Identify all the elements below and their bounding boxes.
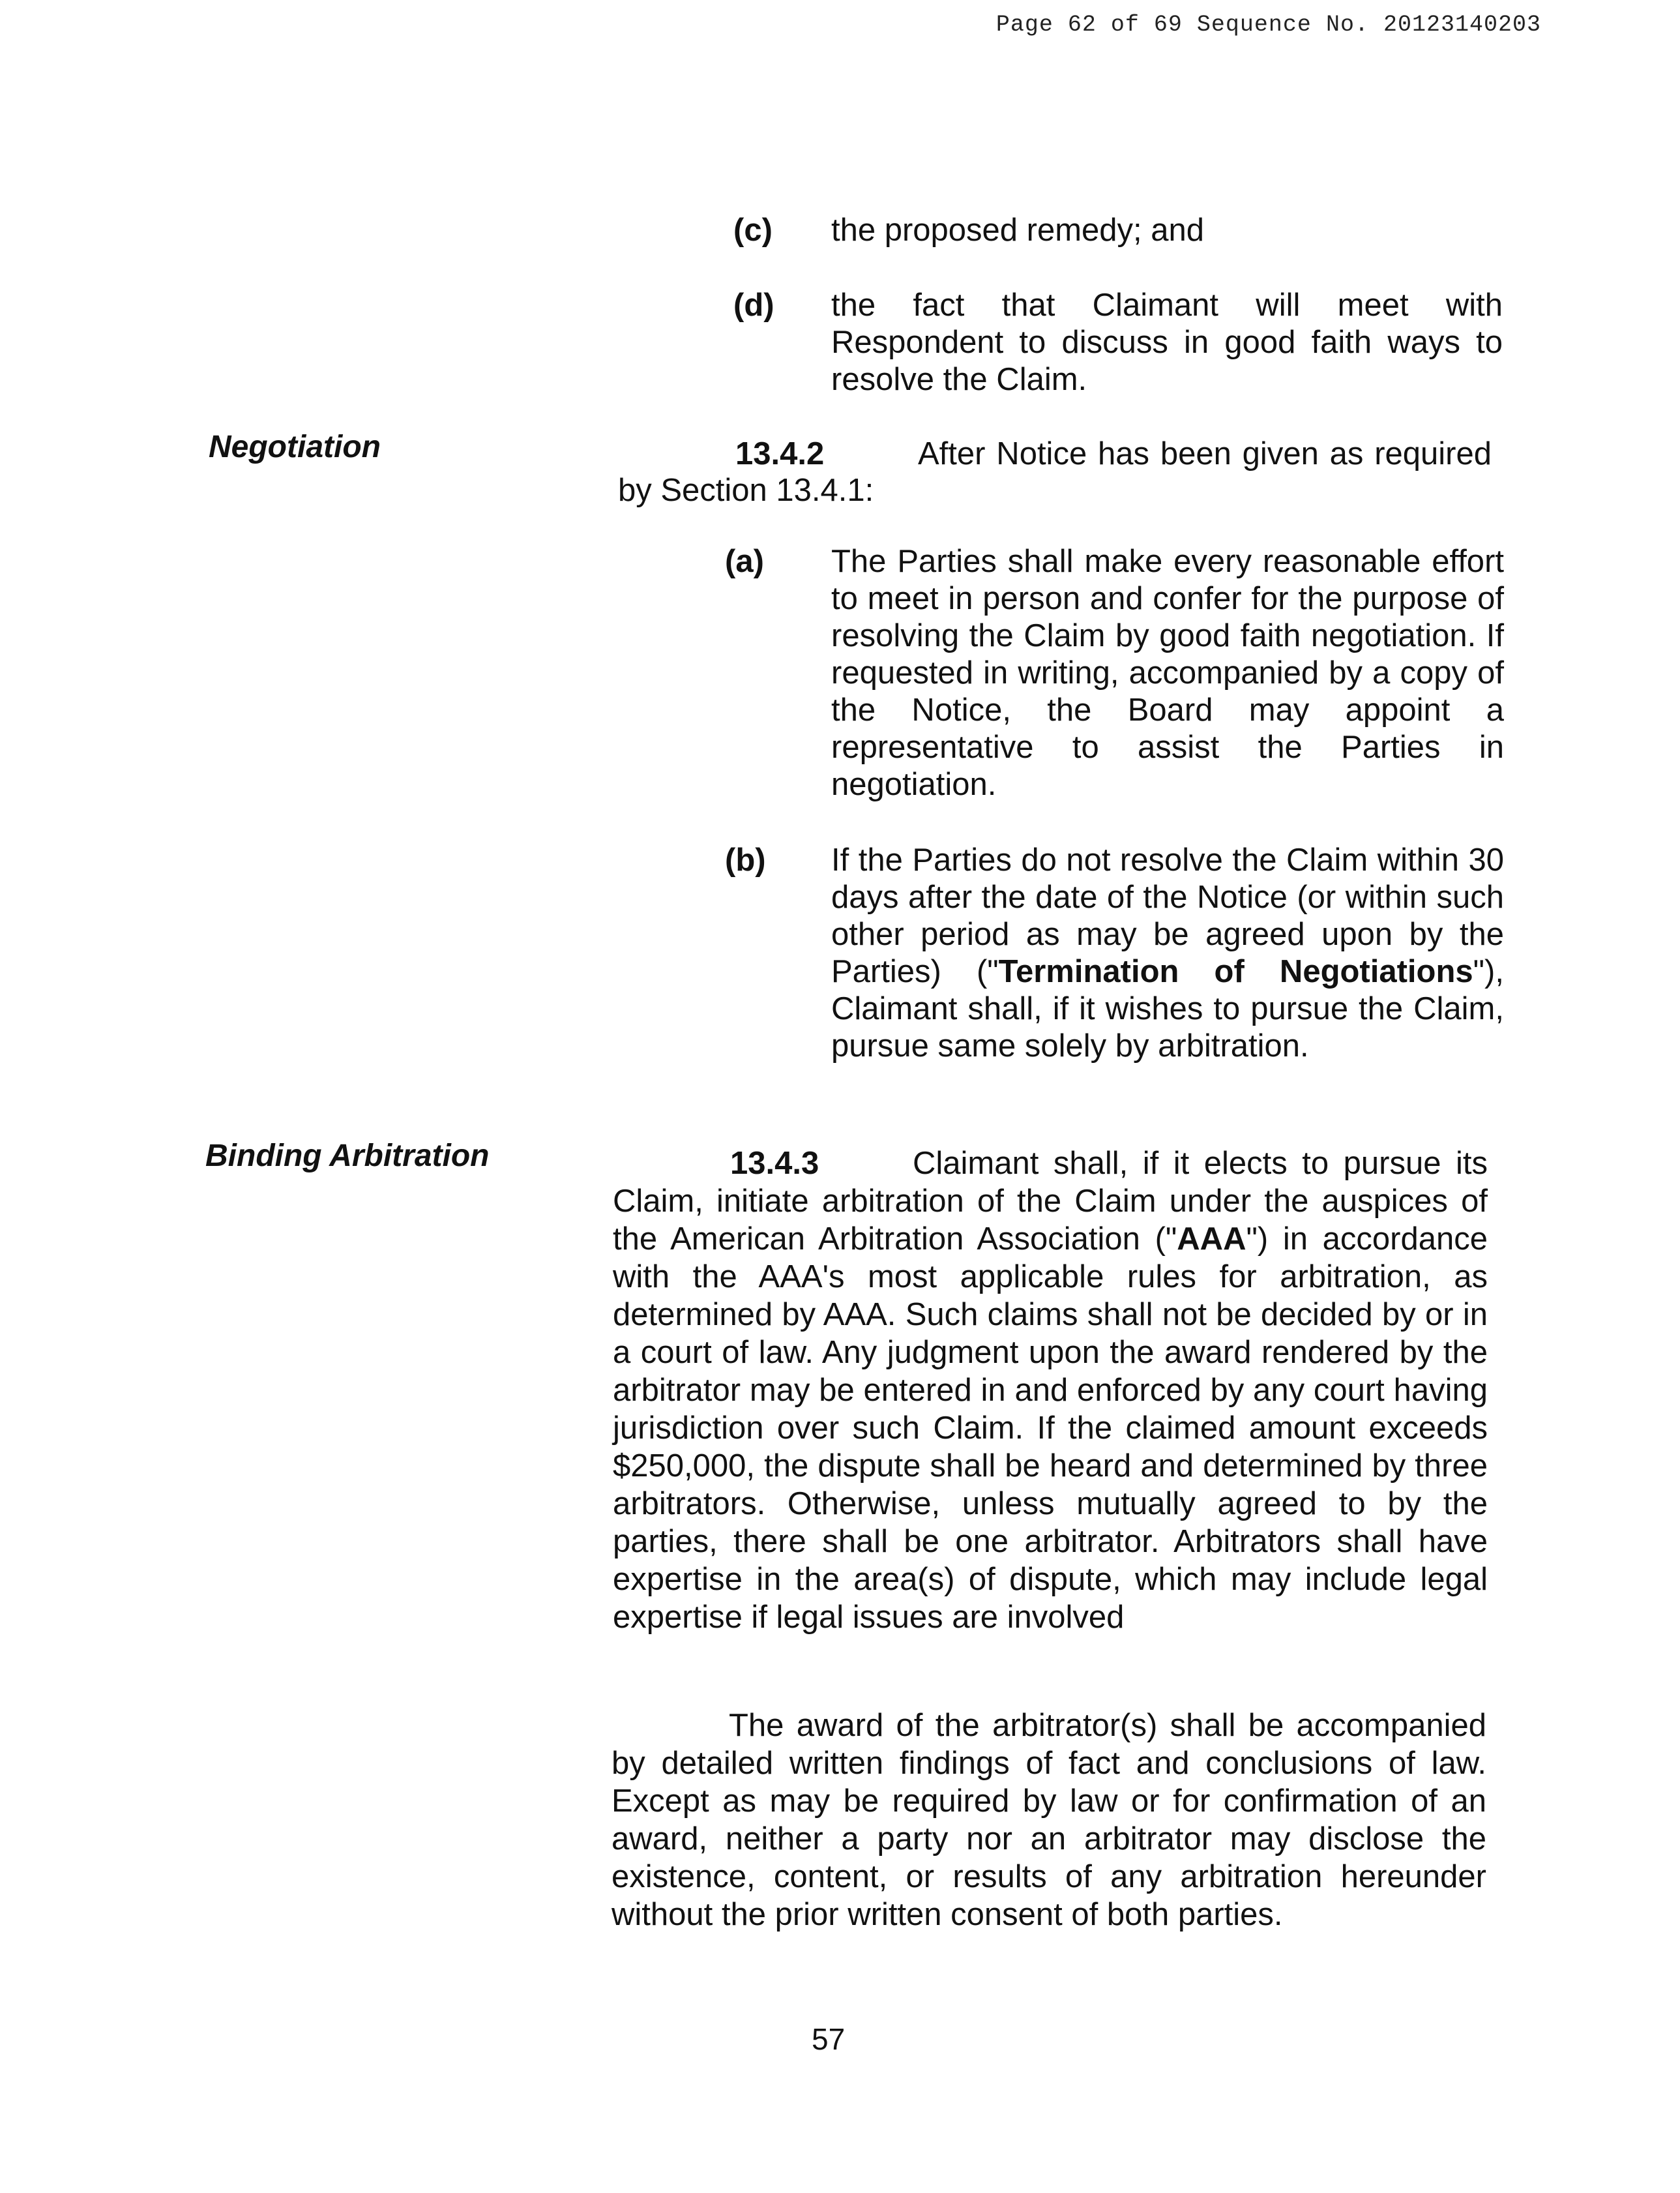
item-label: (d) <box>733 288 774 323</box>
page-number: 57 <box>812 2022 846 2056</box>
list-item-c <box>733 212 1503 251</box>
section-number: 13.4.3 <box>730 1146 819 1181</box>
section-text-after: ") in accordance with the AAA's most applicable rules for arbitration, as determined by AAA. Such claims shall not be decided by or in a court of law. Any judgment upon the award rendered by the arbitrator may be entered in and enforced by any court having jurisdiction over such Claim. If the claimed amount exceeds $250,000, the dispute shall be heard and determined by three arbitrators. Otherwise, unless mutually agreed to by the parties, there shall be one arbitrator. Arbitrators shall have expertise in the area(s) of dispute, which may include legal expertise if legal issues are involved <box>613 1221 1488 1635</box>
defined-term: AAA <box>1177 1221 1246 1257</box>
item-label: (b) <box>725 843 766 878</box>
section-intro-text: After Notice has been given as required by Section 13.4.1: <box>618 436 1492 508</box>
item-text: The Parties shall make every reasonable effort to meet in person and confer for the purpose of resolving the Claim by good faith negotiation. If requested in writing, accompanied by a copy of the Notice, the Board may appoint a representative to assist the Parties in negotiation. <box>831 544 1504 802</box>
arbitration-award-paragraph: The award of the arbitrator(s) shall be accompanied by detailed written findings of fact and conclusions of law. Except as may be required by law or for confirmation of an award, neither a party nor an arbitrator may disclose the existence, content, or results of any arbitration hereunder without the prior written consent of both parties. <box>612 1708 1486 1932</box>
section-13-4-3-body <box>613 1144 1488 1636</box>
section-number: 13.4.2 <box>735 436 825 471</box>
side-heading-negotiation: Negotiation <box>209 430 381 464</box>
item-text: the proposed remedy; and <box>831 213 1205 248</box>
item-text: the fact that Claimant will meet with Respondent to discuss in good faith ways to resolve the Claim. <box>831 288 1503 397</box>
page-header: Page 62 of 69 Sequence No. 20123140203 <box>995 12 1541 38</box>
side-heading-binding-arbitration: Binding Arbitration <box>205 1139 490 1173</box>
list-item-b <box>725 842 1504 1148</box>
item-text-before: If the Parties do not resolve the Claim within 30 days after the date of the Notice (or within such other period as may be agreed upon by the Parties) (" <box>831 843 1504 989</box>
list-item-a <box>725 543 1504 811</box>
item-text <box>831 842 1504 1065</box>
item-label: (a) <box>725 544 764 579</box>
list-item-d <box>733 287 1503 404</box>
item-label: (c) <box>733 213 773 248</box>
section-13-4-2-intro <box>618 436 1492 509</box>
defined-term: Termination of Negotiations <box>998 954 1473 989</box>
item-text-after: "), Claimant shall, if it wishes to pursue the Claim, pursue same solely by arbitration. <box>831 954 1504 1064</box>
section-text-before: Claimant shall, if it elects to pursue its Claim, initiate arbitration of the Claim under the auspices of the American Arbitration Association (" <box>613 1146 1488 1257</box>
